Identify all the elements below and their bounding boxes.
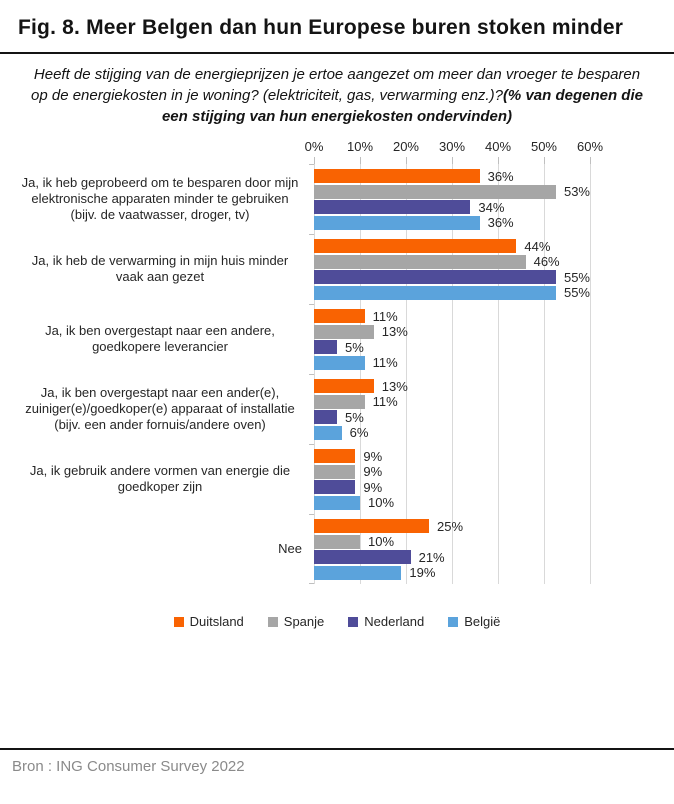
bar-value-label: 6% bbox=[349, 425, 369, 441]
x-axis-ticks bbox=[314, 157, 590, 164]
x-axis-ticks-row bbox=[14, 157, 654, 164]
bar-duitsland bbox=[314, 169, 590, 183]
bar-spanje bbox=[314, 465, 590, 479]
category-label: Ja, ik heb geprobeerd om te besparen door mijn elektronische apparaten minder te gebruiken (bijv. de vaatwasser, droger, tv) bbox=[21, 175, 299, 222]
category-label: Ja, ik ben overgestapt naar een ander(e), zuiniger(e)/goedkoper(e) apparaat of installatie (bijv. een ander fornuis/andere oven) bbox=[25, 385, 295, 432]
bar-value-label: 44% bbox=[524, 238, 551, 254]
x-axis-labels bbox=[304, 139, 604, 157]
bar-fill bbox=[314, 356, 365, 370]
bar-fill bbox=[314, 449, 355, 463]
bar-belgie bbox=[314, 496, 590, 510]
x-tick-label: 50% bbox=[530, 139, 557, 154]
bar-fill bbox=[314, 550, 411, 564]
bar-belgie bbox=[314, 426, 590, 440]
bar-duitsland bbox=[314, 239, 590, 253]
bar-group bbox=[314, 374, 590, 444]
bar-value-label: 10% bbox=[368, 534, 395, 550]
bar-belgie bbox=[314, 216, 590, 230]
bar-value-label: 10% bbox=[368, 495, 395, 511]
bar-nederland bbox=[314, 200, 590, 214]
legend-label: Spanje bbox=[283, 614, 325, 629]
figure-subtitle bbox=[30, 64, 644, 127]
plot-area bbox=[14, 164, 654, 584]
legend-label: België bbox=[464, 614, 501, 629]
bar-fill bbox=[314, 286, 556, 300]
category-label: Nee bbox=[278, 541, 302, 556]
category-cell bbox=[14, 514, 314, 584]
bar-nederland bbox=[314, 480, 590, 494]
legend-item-spanje bbox=[268, 614, 324, 629]
bar-group bbox=[314, 234, 590, 304]
axis-tick bbox=[314, 157, 315, 164]
category-cell bbox=[14, 444, 314, 514]
bar-duitsland bbox=[314, 379, 590, 393]
bar-fill bbox=[314, 239, 516, 253]
bars-area bbox=[314, 164, 590, 584]
source-note: Bron : ING Consumer Survey 2022 bbox=[12, 758, 245, 775]
bar-value-label: 11% bbox=[372, 355, 398, 371]
bar-fill bbox=[314, 379, 374, 393]
category-cell bbox=[14, 234, 314, 304]
bar-duitsland bbox=[314, 519, 590, 533]
legend-swatch-nederland bbox=[348, 617, 358, 627]
bar-value-label: 53% bbox=[563, 184, 590, 200]
legend-item-duitsland bbox=[174, 614, 244, 629]
gridline bbox=[590, 164, 591, 584]
bar-spanje bbox=[314, 185, 590, 199]
axis-tick bbox=[498, 157, 499, 164]
bar-spanje bbox=[314, 395, 590, 409]
bar-belgie bbox=[314, 566, 590, 580]
bar-fill bbox=[314, 395, 365, 409]
bar-group bbox=[314, 444, 590, 514]
category-cell bbox=[14, 304, 314, 374]
figure-title: Fig. 8. Meer Belgen dan hun Europese buren stoken minder bbox=[18, 16, 624, 39]
bar-belgie bbox=[314, 356, 590, 370]
subtitle-emphasis: (% van degenen die een stijging van hun energiekosten ondervinden) bbox=[161, 87, 643, 125]
bar-value-label: 34% bbox=[478, 199, 505, 215]
bar-fill bbox=[314, 185, 556, 199]
bar-fill bbox=[314, 216, 480, 230]
bar-fill bbox=[314, 200, 470, 214]
bar-value-label: 13% bbox=[381, 324, 408, 340]
bar-value-label: 11% bbox=[372, 308, 398, 324]
title-divider bbox=[0, 52, 674, 54]
legend-label: Duitsland bbox=[189, 614, 244, 629]
axis-tick bbox=[452, 157, 453, 164]
footer-divider bbox=[0, 748, 674, 750]
bar-value-label: 9% bbox=[363, 448, 383, 464]
bar-value-label: 19% bbox=[409, 565, 436, 581]
legend-item-nederland bbox=[348, 614, 424, 629]
axis-spacer bbox=[14, 157, 314, 164]
bar-fill bbox=[314, 519, 429, 533]
legend-item-belgie bbox=[448, 614, 500, 629]
bar-spanje bbox=[314, 255, 590, 269]
bar-chart bbox=[14, 139, 654, 584]
category-cell bbox=[14, 374, 314, 444]
bar-spanje bbox=[314, 535, 590, 549]
bar-nederland bbox=[314, 340, 590, 354]
category-label: Ja, ik ben overgestapt naar een andere, goedkopere leverancier bbox=[45, 323, 275, 354]
bar-fill bbox=[314, 410, 337, 424]
bar-fill bbox=[314, 535, 360, 549]
axis-tick bbox=[544, 157, 545, 164]
category-labels bbox=[14, 164, 314, 584]
legend-swatch-spanje bbox=[268, 617, 278, 627]
bar-value-label: 9% bbox=[363, 479, 383, 495]
bar-fill bbox=[314, 480, 355, 494]
bar-nederland bbox=[314, 550, 590, 564]
bar-fill bbox=[314, 566, 401, 580]
x-tick-label: 0% bbox=[304, 139, 324, 154]
subtitle-question: Heeft de stijging van de energieprijzen je ertoe aangezet om meer dan vroeger te besparen op de energiekosten in je woning? (elektriciteit, gas, verwarming enz.)? bbox=[31, 66, 641, 104]
bar-fill bbox=[314, 270, 556, 284]
axis-spacer bbox=[14, 139, 314, 157]
x-tick-label: 20% bbox=[392, 139, 419, 154]
legend-label: Nederland bbox=[364, 614, 425, 629]
bar-duitsland bbox=[314, 449, 590, 463]
bar-value-label: 13% bbox=[381, 378, 408, 394]
x-axis bbox=[14, 139, 654, 157]
x-tick-label: 60% bbox=[576, 139, 604, 154]
bar-value-label: 55% bbox=[563, 269, 590, 285]
legend-swatch-duitsland bbox=[174, 617, 184, 627]
bar-fill bbox=[314, 426, 342, 440]
bar-spanje bbox=[314, 325, 590, 339]
legend bbox=[0, 614, 674, 629]
bar-value-label: 25% bbox=[437, 518, 464, 534]
x-tick-label: 40% bbox=[484, 139, 512, 154]
bar-fill bbox=[314, 496, 360, 510]
category-label: Ja, ik gebruik andere vormen van energie die goedkoper zijn bbox=[29, 463, 291, 494]
bar-value-label: 5% bbox=[345, 339, 364, 355]
bar-fill bbox=[314, 169, 480, 183]
bar-nederland bbox=[314, 270, 590, 284]
bar-fill bbox=[314, 309, 365, 323]
bar-duitsland bbox=[314, 309, 590, 323]
axis-tick bbox=[406, 157, 407, 164]
bar-fill bbox=[314, 340, 337, 354]
bar-value-label: 9% bbox=[363, 464, 383, 480]
axis-tick bbox=[360, 157, 361, 164]
bar-group bbox=[314, 514, 590, 584]
x-tick-label: 10% bbox=[346, 139, 374, 154]
axis-tick bbox=[590, 157, 591, 164]
bar-group bbox=[314, 304, 590, 374]
legend-swatch-belgie bbox=[448, 617, 458, 627]
bar-value-label: 21% bbox=[418, 549, 445, 565]
bar-value-label: 36% bbox=[487, 168, 514, 184]
x-tick-label: 30% bbox=[438, 139, 466, 154]
bar-fill bbox=[314, 255, 526, 269]
category-label: Ja, ik heb de verwarming in mijn huis minder vaak aan gezet bbox=[31, 253, 289, 284]
bar-group bbox=[314, 164, 590, 234]
bar-value-label: 36% bbox=[487, 215, 514, 231]
bar-nederland bbox=[314, 410, 590, 424]
bar-fill bbox=[314, 465, 355, 479]
bar-value-label: 46% bbox=[533, 254, 560, 270]
bar-fill bbox=[314, 325, 374, 339]
bar-belgie bbox=[314, 286, 590, 300]
bar-value-label: 11% bbox=[372, 394, 398, 410]
bar-value-label: 55% bbox=[563, 285, 590, 301]
category-cell bbox=[14, 164, 314, 234]
bar-value-label: 5% bbox=[345, 409, 364, 425]
